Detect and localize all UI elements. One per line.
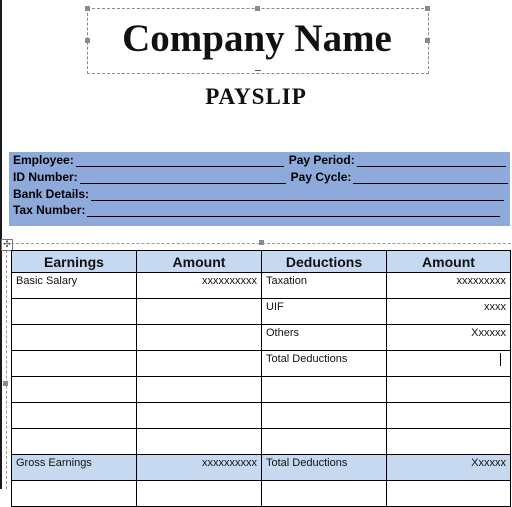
resize-handle[interactable]	[425, 6, 430, 11]
table-cell[interactable]	[262, 403, 387, 429]
employee-row	[13, 153, 506, 167]
table-row	[12, 377, 511, 403]
table-header-row	[12, 251, 511, 273]
table-cell[interactable]	[137, 325, 262, 351]
resize-handle[interactable]	[259, 240, 264, 245]
earnings-header: Earnings	[12, 251, 137, 273]
resize-handle[interactable]	[3, 381, 8, 386]
table-cell[interactable]	[12, 403, 137, 429]
table-cell[interactable]: xxxxxxxxxx	[137, 273, 262, 299]
table-cell[interactable]	[262, 377, 387, 403]
document-title: PAYSLIP	[205, 84, 307, 109]
table-selection-border	[6, 250, 7, 489]
table-cell[interactable]	[137, 377, 262, 403]
table-cell[interactable]	[387, 403, 511, 429]
bank-details-row	[13, 187, 504, 201]
table-cell[interactable]	[12, 325, 137, 351]
bank-details-label: Bank Details:	[13, 187, 90, 201]
table-cell[interactable]	[12, 299, 137, 325]
bank-details-field[interactable]	[91, 189, 504, 201]
totals-row	[12, 455, 511, 481]
table-cell[interactable]	[387, 481, 511, 507]
gross-earnings-label[interactable]: Gross Earnings	[12, 455, 137, 481]
company-name[interactable]: Company Name	[122, 17, 392, 60]
table-cell[interactable]: Others	[262, 325, 387, 351]
table-cell[interactable]	[137, 481, 262, 507]
deductions-amount-header: Amount	[387, 251, 511, 273]
table-row	[12, 429, 511, 455]
table-row	[12, 403, 511, 429]
table-cell[interactable]: xxxxxxxxx	[387, 273, 511, 299]
total-deductions-label[interactable]: Total Deductions	[262, 455, 387, 481]
table-cell[interactable]	[262, 429, 387, 455]
total-deductions-value[interactable]: Xxxxxx	[387, 455, 511, 481]
pay-period-label: Pay Period:	[288, 153, 355, 167]
pay-cycle-field[interactable]	[353, 172, 508, 184]
table-cell[interactable]: Xxxxxx	[387, 325, 511, 351]
employee-label: Employee:	[13, 153, 74, 167]
table-cell[interactable]: Taxation	[262, 273, 387, 299]
table-cell[interactable]: Basic Salary	[12, 273, 137, 299]
table-row	[12, 299, 511, 325]
tax-number-field[interactable]	[87, 205, 500, 217]
gross-earnings-value[interactable]: xxxxxxxxxx	[137, 455, 262, 481]
table-cell[interactable]	[12, 429, 137, 455]
table-row	[12, 481, 511, 507]
table-cell[interactable]	[137, 351, 262, 377]
earnings-amount-header: Amount	[137, 251, 262, 273]
table-cell[interactable]	[137, 403, 262, 429]
tax-number-row	[13, 203, 500, 217]
tax-number-label: Tax Number:	[13, 203, 86, 217]
id-number-field[interactable]	[80, 172, 286, 184]
table-row	[12, 273, 511, 299]
table-cell[interactable]	[137, 429, 262, 455]
table-cell[interactable]	[387, 377, 511, 403]
table-cell[interactable]	[12, 377, 137, 403]
table-row	[12, 351, 511, 377]
table-cell[interactable]: Total Deductions	[262, 351, 387, 377]
text-cursor	[255, 70, 261, 71]
table-cell[interactable]: UIF	[262, 299, 387, 325]
table-cell[interactable]	[12, 351, 137, 377]
table-cell[interactable]	[137, 299, 262, 325]
table-move-icon[interactable]: ✣	[1, 239, 13, 251]
table-cell[interactable]	[262, 481, 387, 507]
pay-period-field[interactable]	[357, 155, 506, 167]
table-cell[interactable]: xxxx	[387, 299, 511, 325]
table-row	[12, 325, 511, 351]
employee-field[interactable]	[76, 155, 284, 167]
table-cell[interactable]	[12, 481, 137, 507]
resize-handle[interactable]	[255, 6, 260, 11]
active-table-cell[interactable]	[387, 351, 511, 377]
table-cell[interactable]	[387, 429, 511, 455]
payslip-table	[11, 250, 510, 507]
deductions-header: Deductions	[262, 251, 387, 273]
pay-cycle-label: Pay Cycle:	[290, 170, 352, 184]
id-number-label: ID Number:	[13, 170, 78, 184]
id-number-row	[13, 170, 508, 184]
text-cursor	[500, 353, 501, 366]
resize-handle[interactable]	[85, 6, 90, 11]
